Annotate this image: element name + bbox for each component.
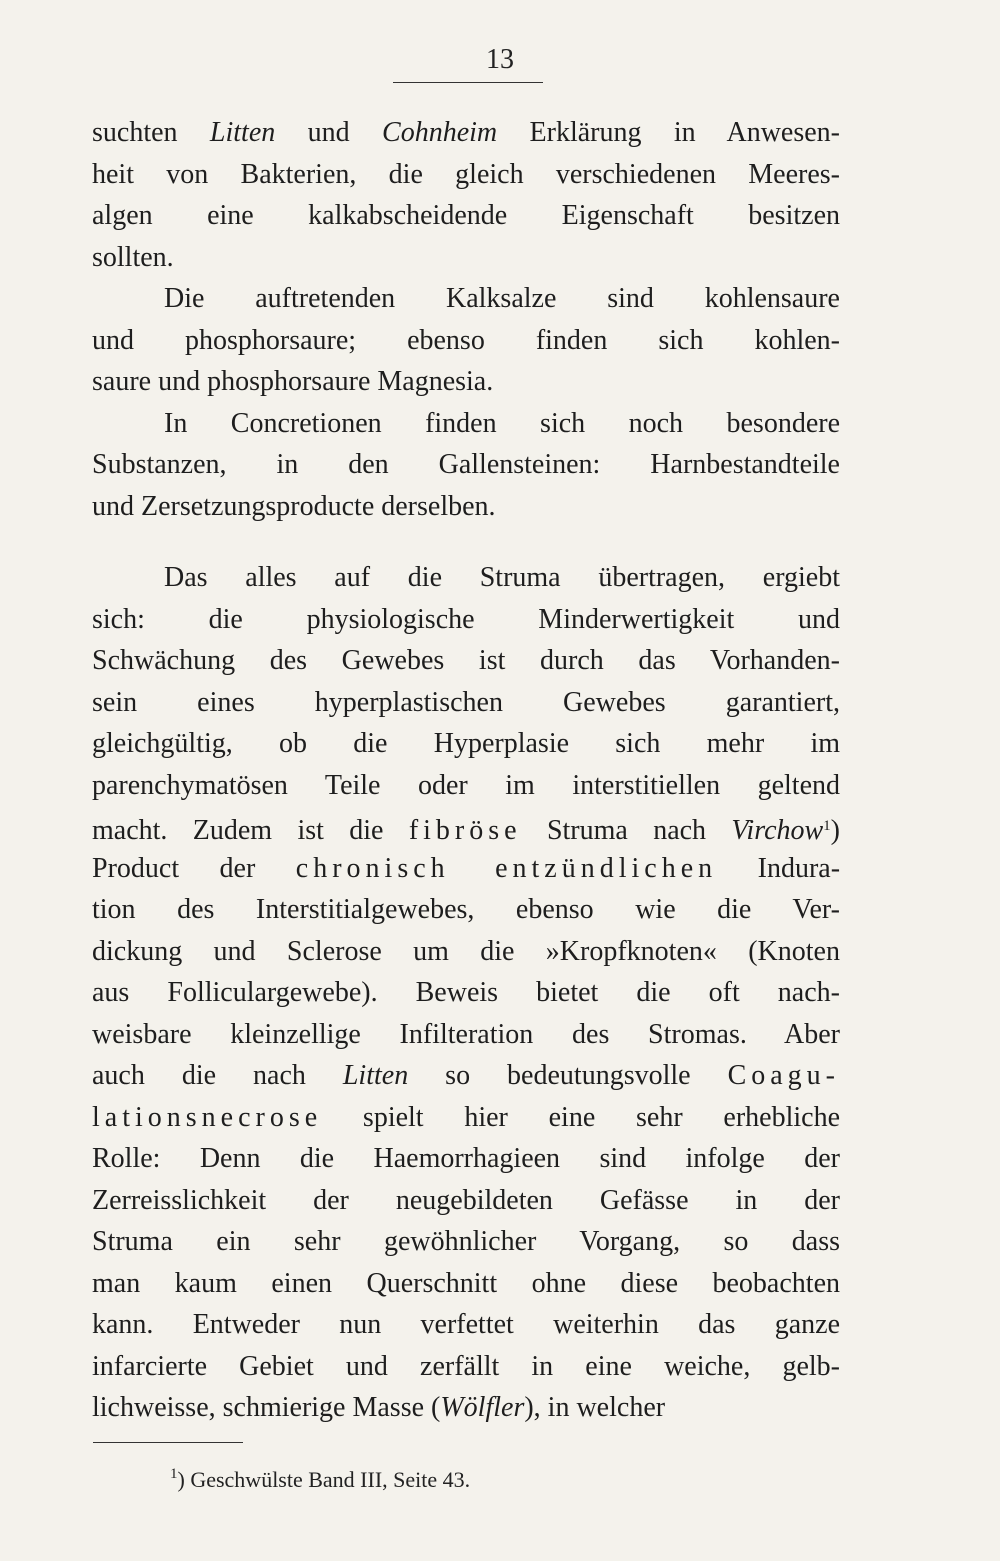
text-line: [92, 765, 840, 807]
footnote-rule: [93, 1442, 243, 1443]
text-line: [92, 278, 840, 320]
text-line: [92, 403, 840, 445]
text-run: so bedeutungsvolle: [408, 1060, 728, 1091]
footnote: [170, 1466, 470, 1493]
text-line: [92, 806, 840, 848]
text-run: Rolle: Denn die Haemorrhagieen sind infolge der: [92, 1143, 840, 1174]
text-run: dickung und Sclerose um die »Kropfknoten« (Knoten: [92, 935, 840, 967]
spaced-emphasis: Coagu-: [727, 1060, 840, 1091]
text-line: [92, 486, 840, 528]
text-run: ): [830, 815, 840, 846]
text-run: und phosphorsaure; ebenso finden sich kohlen-: [92, 324, 840, 356]
text-line: [92, 1346, 840, 1388]
italic-name: Wölfler: [440, 1392, 525, 1423]
text-run: infarcierte Gebiet und zerfällt in eine weiche, gelb-: [92, 1350, 840, 1382]
text-line: [92, 1055, 840, 1097]
text-line: [92, 195, 840, 237]
text-run: lichweisse, schmierige Masse (: [92, 1392, 441, 1423]
text-run: man kaum einen Querschnitt ohne diese beobachten: [92, 1267, 840, 1299]
text-line: [92, 682, 840, 724]
footnote-text: ) Geschwülste Band III, Seite 43.: [177, 1467, 471, 1492]
text-line: [92, 1138, 840, 1180]
italic-name: Litten: [342, 1060, 409, 1091]
text-line: [92, 361, 840, 403]
text-run: tion des Interstitialgewebes, ebenso wie die Ver-: [92, 894, 840, 925]
text-run: aus Folliculargewebe). Beweis bietet die oft nach-: [92, 977, 840, 1008]
text-run: und Zersetzungsproducte derselben.: [92, 490, 496, 522]
text-run: suchten: [92, 117, 210, 148]
text-run: saure und phosphorsaure Magnesia.: [92, 366, 494, 397]
text-line: [92, 848, 840, 890]
text-run: Struma nach: [521, 815, 732, 846]
text-run: Product der: [92, 852, 296, 884]
text-run: auch die nach: [92, 1060, 343, 1091]
text-run: sich: die physiologische Minderwertigkeit und: [92, 603, 840, 635]
text-line: [92, 931, 840, 973]
text-run: sollten.: [92, 241, 174, 273]
text-run: weisbare kleinzellige Infilteration des Stromas. Aber: [92, 1018, 840, 1050]
italic-name: Litten: [209, 117, 276, 148]
spaced-emphasis: chronisch entzündlichen: [295, 852, 718, 884]
text-run: Struma ein sehr gewöhnlicher Vorgang, so dass: [92, 1226, 840, 1257]
text-line: [92, 557, 840, 599]
text-run: macht. Zudem ist die: [92, 815, 409, 846]
spaced-emphasis: lationsnecrose: [92, 1101, 323, 1133]
text-line: [92, 237, 840, 279]
text-line: [92, 723, 840, 765]
text-line: [92, 1304, 840, 1346]
text-run: ), in welcher: [524, 1392, 666, 1423]
text-run: spielt hier eine sehr erhebliche: [322, 1101, 840, 1133]
text-run: kann. Entweder nun verfettet weiterhin das ganze: [92, 1309, 840, 1340]
text-line: [92, 1263, 840, 1305]
italic-name: Virchow: [731, 815, 824, 846]
text-run: Indura-: [717, 852, 841, 884]
text-run: sein eines hyperplastischen Gewebes garantiert,: [92, 686, 840, 718]
text-line: [92, 1387, 840, 1429]
text-line: [92, 1097, 840, 1139]
text-line: [92, 1221, 840, 1263]
text-run: gleichgültig, ob die Hyperplasie sich mehr im: [92, 728, 840, 759]
text-run: Schwächung des Gewebes ist durch das Vorhanden-: [92, 645, 840, 676]
footnote-reference: 1: [823, 818, 831, 834]
header-rule: [393, 82, 543, 83]
text-line: [92, 972, 840, 1014]
text-line: [92, 112, 840, 154]
spaced-emphasis: fibröse: [408, 815, 522, 846]
text-line: [92, 599, 840, 641]
text-line: [92, 444, 840, 486]
text-line: [92, 640, 840, 682]
paragraph-gap: [92, 527, 840, 557]
page-number: 13: [486, 44, 514, 75]
text-line: [92, 1180, 840, 1222]
text-run: Erklärung in Anwesen-: [497, 117, 840, 148]
text-run: parenchymatösen Teile oder im interstitiellen geltend: [92, 769, 840, 801]
italic-name: Cohnheim: [382, 117, 498, 148]
text-run: und: [275, 117, 383, 148]
text-run: Zerreisslichkeit der neugebildeten Gefässe in der: [92, 1184, 840, 1216]
text-run: Substanzen, in den Gallensteinen: Harnbestandteile: [92, 449, 840, 480]
text-line: [92, 1014, 840, 1056]
text-run: Das alles auf die Struma übertragen, ergiebt: [164, 562, 840, 593]
text-run: heit von Bakterien, die gleich verschiedenen Meeres-: [92, 158, 840, 190]
text-line: [92, 154, 840, 196]
text-line: [92, 889, 840, 931]
footnote-marker: 1: [170, 1466, 178, 1482]
text-run: Die auftretenden Kalksalze sind kohlensaure: [164, 283, 840, 314]
body-text: [92, 112, 840, 1429]
text-line: [92, 320, 840, 362]
text-run: In Concretionen finden sich noch besondere: [164, 407, 840, 439]
text-run: algen eine kalkabscheidende Eigenschaft besitzen: [92, 200, 840, 231]
